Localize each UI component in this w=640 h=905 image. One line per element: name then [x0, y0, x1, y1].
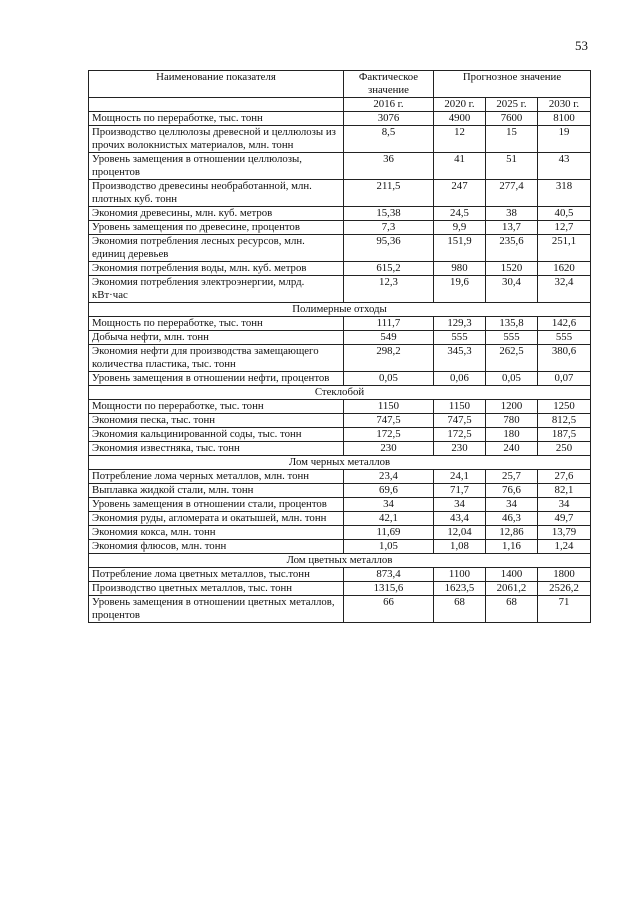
value-cell: 1520 [486, 262, 538, 276]
value-cell: 142,6 [538, 317, 591, 331]
table-row [89, 262, 591, 276]
value-cell: 1150 [344, 400, 434, 414]
value-cell: 30,4 [486, 276, 538, 303]
section-row [89, 456, 591, 470]
value-cell: 277,4 [486, 180, 538, 207]
table-row [89, 568, 591, 582]
value-cell: 980 [434, 262, 486, 276]
indicator-name-cell: Экономия потребления электроэнергии, млрд. кВт·час [89, 276, 344, 303]
value-cell: 82,1 [538, 484, 591, 498]
value-cell: 12,3 [344, 276, 434, 303]
table-body [89, 112, 591, 623]
value-cell: 0,06 [434, 372, 486, 386]
value-cell: 19,6 [434, 276, 486, 303]
indicator-name-cell: Выплавка жидкой стали, млн. тонн [89, 484, 344, 498]
value-cell: 780 [486, 414, 538, 428]
value-cell: 9,9 [434, 221, 486, 235]
value-cell: 549 [344, 331, 434, 345]
value-cell: 41 [434, 153, 486, 180]
value-cell: 318 [538, 180, 591, 207]
value-cell: 15,38 [344, 207, 434, 221]
value-cell: 211,5 [344, 180, 434, 207]
value-cell: 1,05 [344, 540, 434, 554]
value-cell: 40,5 [538, 207, 591, 221]
value-cell: 24,1 [434, 470, 486, 484]
indicator-name-cell: Мощность по переработке, тыс. тонн [89, 112, 344, 126]
value-cell: 1100 [434, 568, 486, 582]
value-cell: 1,08 [434, 540, 486, 554]
value-cell: 19 [538, 126, 591, 153]
section-row [89, 554, 591, 568]
value-cell: 1623,5 [434, 582, 486, 596]
value-cell: 129,3 [434, 317, 486, 331]
value-cell: 172,5 [434, 428, 486, 442]
section-row [89, 386, 591, 400]
table-row [89, 221, 591, 235]
header-year-2020: 2020 г. [434, 98, 486, 112]
value-cell: 1800 [538, 568, 591, 582]
value-cell: 1200 [486, 400, 538, 414]
value-cell: 230 [344, 442, 434, 456]
value-cell: 43,4 [434, 512, 486, 526]
value-cell: 36 [344, 153, 434, 180]
table-row [89, 400, 591, 414]
indicator-name-cell: Уровень замещения в отношении целлюлозы, процентов [89, 153, 344, 180]
table-row [89, 484, 591, 498]
header-year-2030: 2030 г. [538, 98, 591, 112]
value-cell: 34 [486, 498, 538, 512]
table-row [89, 596, 591, 623]
value-cell: 43 [538, 153, 591, 180]
indicator-name-cell: Экономия кокса, млн. тонн [89, 526, 344, 540]
value-cell: 1250 [538, 400, 591, 414]
header-year-2016: 2016 г. [344, 98, 434, 112]
section-title: Полимерные отходы [89, 303, 591, 317]
table-row [89, 512, 591, 526]
value-cell: 8,5 [344, 126, 434, 153]
indicator-name-cell: Экономия флюсов, млн. тонн [89, 540, 344, 554]
section-title: Стеклобой [89, 386, 591, 400]
value-cell: 747,5 [434, 414, 486, 428]
value-cell: 555 [434, 331, 486, 345]
page-number: 53 [575, 38, 588, 53]
value-cell: 3076 [344, 112, 434, 126]
value-cell: 615,2 [344, 262, 434, 276]
value-cell: 0,07 [538, 372, 591, 386]
value-cell: 71 [538, 596, 591, 623]
indicator-name-cell: Уровень замещения в отношении нефти, процентов [89, 372, 344, 386]
value-cell: 747,5 [344, 414, 434, 428]
table-row [89, 126, 591, 153]
value-cell: 230 [434, 442, 486, 456]
value-cell: 873,4 [344, 568, 434, 582]
table-row [89, 540, 591, 554]
value-cell: 15 [486, 126, 538, 153]
value-cell: 7600 [486, 112, 538, 126]
value-cell: 11,69 [344, 526, 434, 540]
value-cell: 46,3 [486, 512, 538, 526]
value-cell: 0,05 [486, 372, 538, 386]
value-cell: 95,36 [344, 235, 434, 262]
indicator-name-cell: Производство древесины необработанной, млн. плотных куб. тонн [89, 180, 344, 207]
indicator-name-cell: Экономия потребления воды, млн. куб. метров [89, 262, 344, 276]
value-cell: 12,04 [434, 526, 486, 540]
value-cell: 247 [434, 180, 486, 207]
value-cell: 251,1 [538, 235, 591, 262]
table-row [89, 345, 591, 372]
value-cell: 172,5 [344, 428, 434, 442]
value-cell: 151,9 [434, 235, 486, 262]
value-cell: 27,6 [538, 470, 591, 484]
table-row [89, 112, 591, 126]
value-cell: 4900 [434, 112, 486, 126]
table-row [89, 331, 591, 345]
value-cell: 1315,6 [344, 582, 434, 596]
indicator-name-cell: Мощности по переработке, тыс. тонн [89, 400, 344, 414]
table-row [89, 428, 591, 442]
value-cell: 555 [538, 331, 591, 345]
header-indicator-name: Наименование показателя [89, 71, 344, 98]
value-cell: 76,6 [486, 484, 538, 498]
value-cell: 345,3 [434, 345, 486, 372]
section-row [89, 303, 591, 317]
indicator-name-cell: Экономия руды, агломерата и окатышей, млн. тонн [89, 512, 344, 526]
indicator-name-cell: Экономия потребления лесных ресурсов, млн. единиц деревьев [89, 235, 344, 262]
indicator-name-cell: Производство целлюлозы древесной и целлюлозы из прочих волокнистых материалов, млн. тонн [89, 126, 344, 153]
indicator-name-cell: Экономия древесины, млн. куб. метров [89, 207, 344, 221]
value-cell: 66 [344, 596, 434, 623]
section-title: Лом черных металлов [89, 456, 591, 470]
value-cell: 34 [344, 498, 434, 512]
value-cell: 12 [434, 126, 486, 153]
value-cell: 49,7 [538, 512, 591, 526]
indicator-name-cell: Экономия нефти для производства замещающего количества пластика, тыс. тонн [89, 345, 344, 372]
value-cell: 12,86 [486, 526, 538, 540]
header-year-2025: 2025 г. [486, 98, 538, 112]
value-cell: 240 [486, 442, 538, 456]
value-cell: 1400 [486, 568, 538, 582]
indicator-name-cell: Экономия кальцинированной соды, тыс. тонн [89, 428, 344, 442]
value-cell: 187,5 [538, 428, 591, 442]
value-cell: 68 [486, 596, 538, 623]
indicator-name-cell: Мощность по переработке, тыс. тонн [89, 317, 344, 331]
indicator-name-cell: Уровень замещения в отношении стали, процентов [89, 498, 344, 512]
value-cell: 1620 [538, 262, 591, 276]
value-cell: 2526,2 [538, 582, 591, 596]
value-cell: 32,4 [538, 276, 591, 303]
section-title: Лом цветных металлов [89, 554, 591, 568]
value-cell: 262,5 [486, 345, 538, 372]
indicator-name-cell: Потребление лома цветных металлов, тыс.тонн [89, 568, 344, 582]
value-cell: 38 [486, 207, 538, 221]
value-cell: 34 [538, 498, 591, 512]
table-row [89, 526, 591, 540]
value-cell: 12,7 [538, 221, 591, 235]
indicator-name-cell: Экономия песка, тыс. тонн [89, 414, 344, 428]
table-row [89, 235, 591, 262]
table-row [89, 442, 591, 456]
value-cell: 68 [434, 596, 486, 623]
table-row [89, 207, 591, 221]
value-cell: 42,1 [344, 512, 434, 526]
value-cell: 8100 [538, 112, 591, 126]
table-row [89, 470, 591, 484]
value-cell: 7,3 [344, 221, 434, 235]
value-cell: 1,24 [538, 540, 591, 554]
table-row [89, 180, 591, 207]
value-cell: 380,6 [538, 345, 591, 372]
header-empty-cell [89, 98, 344, 112]
value-cell: 25,7 [486, 470, 538, 484]
table-row [89, 153, 591, 180]
value-cell: 555 [486, 331, 538, 345]
value-cell: 69,6 [344, 484, 434, 498]
indicator-name-cell: Экономия известняка, тыс. тонн [89, 442, 344, 456]
value-cell: 0,05 [344, 372, 434, 386]
indicator-name-cell: Уровень замещения по древесине, процентов [89, 221, 344, 235]
value-cell: 180 [486, 428, 538, 442]
value-cell: 135,8 [486, 317, 538, 331]
indicator-name-cell: Производство цветных металлов, тыс. тонн [89, 582, 344, 596]
value-cell: 2061,2 [486, 582, 538, 596]
table-row [89, 317, 591, 331]
indicator-name-cell: Уровень замещения в отношении цветных металлов, процентов [89, 596, 344, 623]
value-cell: 235,6 [486, 235, 538, 262]
value-cell: 23,4 [344, 470, 434, 484]
value-cell: 34 [434, 498, 486, 512]
value-cell: 24,5 [434, 207, 486, 221]
value-cell: 812,5 [538, 414, 591, 428]
value-cell: 13,7 [486, 221, 538, 235]
indicator-name-cell: Добыча нефти, млн. тонн [89, 331, 344, 345]
value-cell: 111,7 [344, 317, 434, 331]
value-cell: 71,7 [434, 484, 486, 498]
indicator-name-cell: Потребление лома черных металлов, млн. тонн [89, 470, 344, 484]
value-cell: 298,2 [344, 345, 434, 372]
value-cell: 250 [538, 442, 591, 456]
table-row [89, 414, 591, 428]
table-row [89, 582, 591, 596]
value-cell: 51 [486, 153, 538, 180]
value-cell: 1150 [434, 400, 486, 414]
value-cell: 13,79 [538, 526, 591, 540]
table-row [89, 276, 591, 303]
header-forecast-value: Прогнозное значение [434, 71, 591, 98]
value-cell: 1,16 [486, 540, 538, 554]
header-actual-value: Фактическое значение [344, 71, 434, 98]
table-row [89, 498, 591, 512]
table-row [89, 372, 591, 386]
indicators-table [88, 70, 591, 623]
